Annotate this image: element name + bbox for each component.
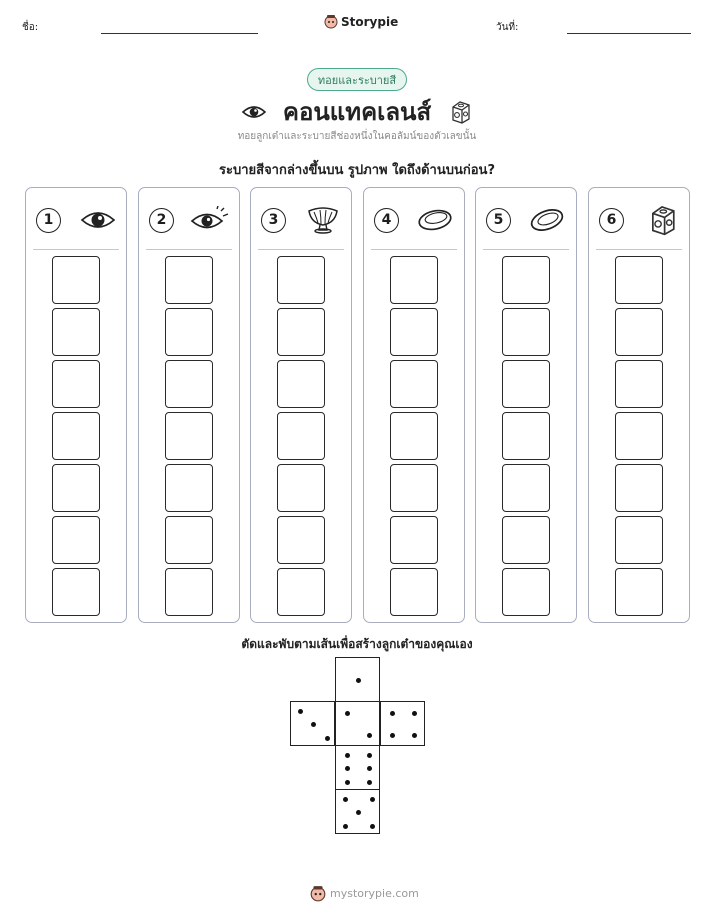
footer-url: mystorypie.com <box>330 887 419 900</box>
column-6 <box>588 187 690 623</box>
coloring-cell[interactable] <box>390 516 438 564</box>
coloring-cell[interactable] <box>615 308 663 356</box>
game-question: ระบายสีจากล่างขึ้นบน รูปภาพ ใดถึงด้านบนก่อน? <box>219 163 495 178</box>
coloring-cell[interactable] <box>277 256 325 304</box>
contact-lens-icon <box>416 207 454 233</box>
page-title: คอนแทคเลนส์ <box>282 98 432 126</box>
coloring-cell[interactable] <box>390 412 438 460</box>
coloring-cell[interactable] <box>390 256 438 304</box>
dice-pip <box>412 711 417 716</box>
coloring-cell[interactable] <box>277 568 325 616</box>
coloring-cell[interactable] <box>277 308 325 356</box>
dice-pip <box>325 736 330 741</box>
title-row <box>0 92 714 131</box>
coloring-cell[interactable] <box>502 516 550 564</box>
coloring-cell[interactable] <box>615 256 663 304</box>
footer <box>310 885 419 902</box>
column-4 <box>363 187 465 623</box>
column-header <box>599 203 679 237</box>
column-divider <box>483 249 569 250</box>
instructions-subtitle: ทอยลูกเต๋าและระบายสีช่องหนึ่งในคอลัมน์ของตัวเลขนั้น <box>237 131 477 142</box>
coloring-cell[interactable] <box>390 308 438 356</box>
dice-pip <box>412 733 417 738</box>
column-2 <box>138 187 240 623</box>
coloring-cell[interactable] <box>52 568 100 616</box>
coloring-cell[interactable] <box>502 256 550 304</box>
coloring-cell[interactable] <box>390 568 438 616</box>
contact-lens-tilted-icon <box>528 207 566 233</box>
dice-face-5 <box>335 789 380 834</box>
brand-name: Storypie <box>341 14 399 29</box>
cell-stack <box>502 256 550 620</box>
dice-pip <box>367 780 372 785</box>
cell-stack <box>615 256 663 620</box>
column-number: 5 <box>486 208 511 233</box>
cell-stack <box>52 256 100 620</box>
dice-pip <box>345 780 350 785</box>
cell-stack <box>165 256 213 620</box>
column-header <box>486 203 566 237</box>
dice-pip <box>367 766 372 771</box>
coloring-cell[interactable] <box>390 360 438 408</box>
coloring-cell[interactable] <box>52 360 100 408</box>
sparkling-eye-icon <box>189 206 229 234</box>
column-header <box>36 203 116 237</box>
column-number: 4 <box>374 208 399 233</box>
eye-icon <box>80 208 116 232</box>
dice-pip <box>298 709 303 714</box>
coloring-cell[interactable] <box>165 516 213 564</box>
coloring-cell[interactable] <box>165 308 213 356</box>
date-label: วันที่: <box>496 22 519 33</box>
dice-face-6 <box>335 745 380 790</box>
column-5 <box>475 187 577 623</box>
activity-badge: ทอยและระบายสี <box>307 68 407 91</box>
coloring-cell[interactable] <box>502 568 550 616</box>
coloring-cell[interactable] <box>165 412 213 460</box>
column-header <box>374 203 454 237</box>
dice-pip <box>345 766 350 771</box>
coloring-cell[interactable] <box>615 516 663 564</box>
dice-pip <box>343 797 348 802</box>
coloring-cell[interactable] <box>52 256 100 304</box>
cell-stack <box>390 256 438 620</box>
dice-pip <box>343 824 348 829</box>
coloring-cell[interactable] <box>615 412 663 460</box>
coloring-cell[interactable] <box>390 464 438 512</box>
column-divider <box>146 249 232 250</box>
coloring-cell[interactable] <box>615 360 663 408</box>
coloring-cell[interactable] <box>277 516 325 564</box>
column-divider <box>33 249 119 250</box>
dice-pip <box>367 753 372 758</box>
date-line <box>567 33 691 34</box>
dice-pip <box>345 753 350 758</box>
column-header <box>261 203 341 237</box>
coloring-cell[interactable] <box>165 568 213 616</box>
coloring-cell[interactable] <box>165 256 213 304</box>
coloring-cell[interactable] <box>277 464 325 512</box>
coloring-cell[interactable] <box>502 412 550 460</box>
die-box-icon <box>447 99 473 125</box>
eye-icon <box>241 103 267 121</box>
coloring-cell[interactable] <box>615 464 663 512</box>
column-1 <box>25 187 127 623</box>
storypie-mascot-icon <box>324 14 338 29</box>
dice-pip <box>390 733 395 738</box>
column-number: 6 <box>599 208 624 233</box>
coloring-cell[interactable] <box>165 360 213 408</box>
lens-case-cup-icon <box>305 205 341 235</box>
coloring-cell[interactable] <box>277 412 325 460</box>
dice-pip <box>370 824 375 829</box>
column-3 <box>250 187 352 623</box>
column-divider <box>596 249 682 250</box>
coloring-cell[interactable] <box>52 464 100 512</box>
dice-face-4 <box>380 701 425 746</box>
cut-instructions: ตัดและพับตามเส้นเพื่อสร้างลูกเต๋าของคุณเอง <box>241 637 473 651</box>
dice-pip <box>370 797 375 802</box>
storypie-mascot-icon <box>310 885 326 902</box>
name-line <box>101 33 258 34</box>
dice-pip <box>345 711 350 716</box>
column-divider <box>258 249 344 250</box>
coloring-cell[interactable] <box>502 360 550 408</box>
dice-pip <box>356 678 361 683</box>
cell-stack <box>277 256 325 620</box>
dice-face-1 <box>335 657 380 702</box>
dice-face-3 <box>290 701 335 746</box>
coloring-cell[interactable] <box>615 568 663 616</box>
name-label: ชื่อ: <box>22 22 39 33</box>
coloring-cell[interactable] <box>52 308 100 356</box>
brand-logo <box>324 14 398 29</box>
column-number: 2 <box>149 208 174 233</box>
coloring-cell[interactable] <box>52 516 100 564</box>
coloring-cell[interactable] <box>165 464 213 512</box>
dice-pip <box>311 722 316 727</box>
coloring-cell[interactable] <box>52 412 100 460</box>
dice-pip <box>367 733 372 738</box>
column-number: 1 <box>36 208 61 233</box>
coloring-cell[interactable] <box>502 308 550 356</box>
die-box-icon <box>645 203 679 237</box>
column-number: 3 <box>261 208 286 233</box>
column-header <box>149 203 229 237</box>
dice-pip <box>390 711 395 716</box>
column-divider <box>371 249 457 250</box>
dice-pip <box>356 810 361 815</box>
coloring-cell[interactable] <box>502 464 550 512</box>
dice-face-2 <box>335 701 380 746</box>
coloring-cell[interactable] <box>277 360 325 408</box>
